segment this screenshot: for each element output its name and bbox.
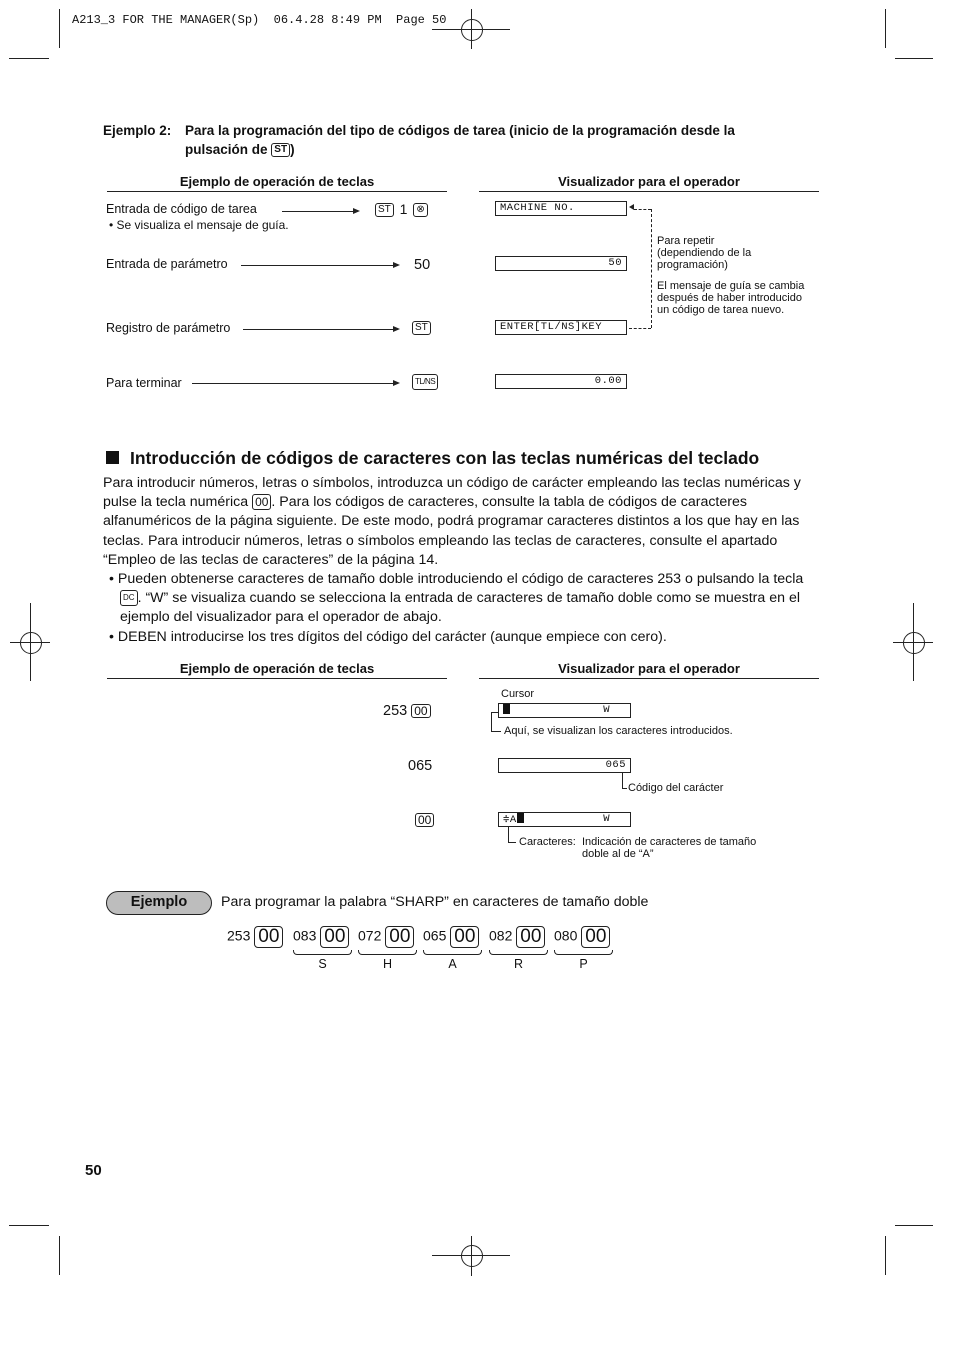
display-note: Aquí, se visualizan los caracteres introducidos.	[504, 725, 733, 737]
divider	[107, 678, 447, 679]
example-text: Para programar la palabra “SHARP” en caracteres de tamaño doble	[221, 894, 649, 910]
brace	[358, 950, 417, 955]
example2-label: Ejemplo 2:	[103, 123, 172, 138]
arrow	[192, 383, 398, 384]
divider	[479, 191, 819, 192]
bullet-three-digits: • DEBEN introducirse los tres dígitos del código del carácter (aunque empiece con cero).	[109, 629, 667, 645]
arrow	[241, 265, 398, 266]
registration-mark	[903, 632, 925, 654]
cursor-leader	[491, 731, 501, 732]
step-sub-note: • Se visualiza el mensaje de guía.	[109, 218, 289, 232]
note-leader	[508, 842, 516, 843]
dc-key: DC	[120, 590, 138, 606]
crop-mark	[9, 58, 49, 59]
st-key: ST	[271, 143, 290, 157]
char-input: 065	[408, 758, 433, 774]
section-paragraph: Para introducir números, letras o símbolos, introduzca un código de carácter empleando las teclas numéricas y pulse la tecla numérica 00 . Para los códigos de caracteres, consulte la tabla de códigos de caracteres alfanuméricos de la página siguiente. De este modo, podrá programar caracteres distintos a los que hay en las teclas. Para introducir números, letras o símbolos empleando las teclas de caracteres, consulte el apartado “Empleo de las teclas de caracteres” de la página 14.	[103, 475, 801, 568]
crop-mark	[885, 9, 886, 48]
operator-display: W	[498, 703, 631, 718]
key-00: 00	[411, 704, 430, 718]
cursor-pointer	[491, 712, 498, 713]
char-input	[415, 811, 434, 829]
section-title: Introducción de códigos de caracteres con las teclas numéricas del teclado	[130, 448, 760, 468]
registration-mark	[461, 1245, 483, 1267]
st-key: ST	[375, 203, 394, 217]
example2-title-line1: Para la programación del tipo de códigos de tarea (inicio de la programación desde la	[185, 123, 735, 138]
brace	[489, 950, 548, 955]
key-00: 00	[415, 813, 434, 827]
key-00: 00	[581, 926, 610, 948]
brace	[293, 950, 352, 955]
crop-mark	[59, 9, 60, 48]
repeat-bracket	[629, 328, 651, 329]
repeat-bracket	[651, 209, 652, 328]
multiply-key: ⊗	[413, 203, 427, 217]
step-label: Registro de parámetro	[106, 321, 231, 335]
crop-mark	[9, 1225, 49, 1226]
note-leader	[622, 773, 623, 788]
column-header-display: Visualizador para el operador	[558, 661, 740, 676]
crop-mark	[885, 1236, 886, 1275]
example2-title-line2: pulsación de ST )	[185, 142, 295, 157]
sharp-sequence: 072 00	[358, 926, 414, 948]
crop-mark	[895, 1225, 933, 1226]
arrow-head	[629, 204, 634, 210]
registration-mark	[461, 19, 483, 41]
key-00: 00	[254, 926, 283, 948]
step-label: Entrada de parámetro	[106, 257, 228, 271]
sharp-sequence: 083 00	[293, 926, 349, 948]
step-keys	[412, 319, 431, 337]
note-leader	[508, 827, 509, 842]
cursor-leader	[491, 712, 492, 731]
step-keys	[412, 373, 438, 391]
brace	[423, 950, 482, 955]
note-leader	[622, 788, 627, 789]
key-00: 00	[516, 926, 545, 948]
page-number: 50	[85, 1162, 102, 1179]
crop-mark	[59, 1236, 60, 1275]
repeat-note: Para repetir (dependiendo de la programación)	[657, 235, 752, 271]
step-label: Entrada de código de tarea	[106, 202, 257, 216]
bullet-double-size: • Pueden obtenerse caracteres de tamaño doble introduciendo el código de caracteres 253 o pulsando la tecla DC . “W” se visualiza cuando se selecciona la entrada de caracteres de tamaño doble como se muestra en el ejemplo del visualizador para el operador de abajo.	[109, 571, 804, 626]
column-header-display: Visualizador para el operador	[558, 174, 740, 189]
crop-mark	[895, 58, 933, 59]
operator-display: 0.00	[495, 374, 627, 389]
brace-letter: R	[513, 957, 524, 971]
sharp-sequence: 080 00	[554, 926, 610, 948]
example-badge: Ejemplo	[106, 891, 212, 915]
key-00: 00	[252, 494, 271, 510]
brace-letter: A	[448, 957, 457, 971]
arrow	[282, 211, 358, 212]
display-note: Indicación de caracteres de tamaño doble al de “A”	[582, 836, 757, 860]
operator-display: 50	[495, 256, 627, 271]
example2-title-text: pulsación de	[185, 142, 268, 157]
brace-letter: P	[579, 957, 588, 971]
key-00: 00	[450, 926, 479, 948]
column-header-keys: Ejemplo de operación de teclas	[179, 174, 375, 189]
section-bullet-icon	[106, 451, 119, 464]
step-keys: ST 1 ⊗	[375, 201, 428, 217]
cursor-block-icon	[503, 704, 510, 714]
char-input: 253 00	[383, 703, 431, 719]
key-00: 00	[385, 926, 414, 948]
print-header: A213_3 FOR THE MANAGER(Sp) 06.4.28 8:49 PM Page 50	[72, 13, 447, 27]
sharp-sequence: 082 00	[489, 926, 545, 948]
operator-display: 065	[498, 758, 631, 773]
guide-note: El mensaje de guía se cambia después de haber introducido un código de tarea nuevo.	[657, 280, 805, 316]
brace-letter: S	[318, 957, 327, 971]
arrow	[243, 329, 398, 330]
brace	[554, 950, 613, 955]
caracteres-label: Caracteres:	[519, 836, 576, 848]
repeat-bracket	[634, 209, 651, 210]
key-00: 00	[320, 926, 349, 948]
divider	[107, 191, 447, 192]
step-label: Para terminar	[106, 376, 182, 390]
brace-letter: H	[382, 957, 393, 971]
tl-ns-key: TL/NS	[412, 374, 438, 390]
display-note: Código del carácter	[628, 782, 724, 794]
cursor-block-icon	[517, 813, 524, 823]
cursor-label: Cursor	[501, 688, 535, 700]
column-header-keys: Ejemplo de operación de teclas	[179, 661, 375, 676]
operator-display: MACHINE NO.	[495, 201, 627, 216]
operator-display: ENTER[TL/NS]KEY	[495, 320, 627, 335]
st-key: ST	[412, 321, 431, 335]
registration-mark	[20, 632, 42, 654]
sharp-sequence: 065 00	[423, 926, 479, 948]
sharp-sequence: 253 00	[227, 926, 283, 948]
divider	[479, 678, 819, 679]
operator-display: ≑A W	[498, 812, 631, 827]
step-input: 50	[414, 257, 431, 273]
